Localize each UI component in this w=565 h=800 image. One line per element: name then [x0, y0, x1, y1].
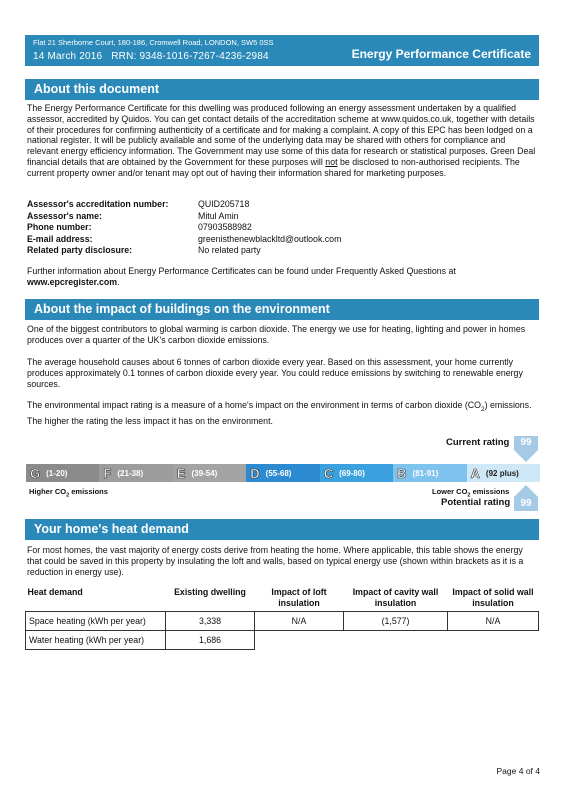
heat-demand-paragraph: For most homes, the vast majority of energy costs derive from heating the home. Where applicable, this table shows the energy that could be saved in this property by insulating the loft and walls, based on typical energy use (shown within brackets as it is a reduction in energy use).	[27, 545, 524, 577]
band-range: (55-68)	[265, 468, 292, 478]
column-header: Impact of loft insulation	[255, 584, 344, 612]
band-range: (81-91)	[412, 468, 439, 478]
row-label: Space heating (kWh per year)	[26, 612, 166, 631]
band-range: (1-20)	[46, 468, 68, 478]
heat-demand-table	[25, 584, 539, 650]
row-label: Water heating (kWh per year)	[26, 631, 166, 650]
detail-row: Related party disclosure: No related party	[27, 245, 261, 255]
potential-rating-pointer	[514, 485, 538, 497]
table-row	[26, 631, 539, 650]
certificate-header	[25, 35, 539, 66]
impact-paragraph-3: The environmental impact rating is a measure of a home's impact on the environment in terms of carbon dioxide $(CO_2)$ emissions. The higher the rating the less impact it has on the environment.	[27, 400, 532, 426]
band-letter: A	[470, 465, 480, 481]
existing-value: 3,338	[166, 612, 255, 631]
detail-row: Phone number: 07903588982	[27, 222, 252, 232]
rating-band-e	[173, 464, 246, 482]
cavity-value: (1,577)	[344, 612, 448, 631]
section-heading-impact: About the impact of buildings on the environment	[25, 299, 539, 320]
lower-emissions-label: Lower $CO_2$ emissions	[432, 487, 510, 499]
not-emphasis: not	[325, 156, 338, 167]
table-header-row	[26, 584, 539, 612]
assessor-email-link[interactable]: greenisthenewblackltd@outlook.com	[198, 233, 342, 244]
band-range: (69-80)	[339, 468, 365, 478]
detail-row: Assessor's name: Mitul Amin	[27, 210, 239, 221]
assessor-details	[27, 199, 341, 257]
loft-value: N/A	[255, 612, 344, 631]
band-letter: D	[250, 465, 260, 481]
impact-paragraph-2: The average household causes about 6 tonnes of carbon dioxide every year. Based on this assessment, your home currently produces approximately 0.1 tonnes of carbon dioxide every year. You could reduce emissions by switching to renewable energy sources.	[27, 357, 523, 389]
band-letter: C	[323, 465, 334, 481]
rrn-number: RRN: 9348-1016-7267-4236-2984	[111, 51, 269, 62]
section-heading-heat-demand: Your home's heat demand	[25, 519, 539, 540]
current-rating-label: Current rating	[446, 437, 510, 448]
current-rating-pointer	[514, 450, 538, 462]
higher-emissions-label: Higher $CO_2$ emissions	[29, 487, 108, 499]
certificate-date: 14 March 2016	[33, 51, 103, 62]
rating-band-a	[467, 464, 540, 482]
about-paragraph: The Energy Performance Certificate for this dwelling was produced following an energy assessment undertaken by a qualified assessor, accredited by Quidos. You can get contact details of the accreditation scheme at www.quidos.co.uk, together with details of their procedures for confirming authenticity of a certificate and for making a complaint. A copy of this EPC has been lodged on a national register. It will be publicly available and some of the underlying data may be shared with others for compliance and relevant energy efficiency information. The Government may use some of this data for research or statistical purposes. Green Deal financial details that are obtained by the Government for these purposes will not be disclosed to non-authorised recipients. The current property owner and/or tenant may opt out of having their information shared for marketing purposes.	[27, 103, 536, 178]
rating-band-f	[99, 464, 172, 482]
detail-row: E-mail address: greenisthenewblackltd@outlook.com	[27, 233, 342, 244]
solid-value: N/A	[448, 612, 539, 631]
impact-paragraph-1: One of the biggest contributors to global warming is carbon dioxide. The energy we use for heating, lighting and power in homes produces over a quarter of the UK's carbon dioxide emissions.	[27, 324, 526, 345]
column-header: Heat demand	[26, 584, 166, 612]
band-letter: F	[103, 465, 112, 481]
property-address: Flat 21 Sherborne Court, 180-186, Cromwell Road, LONDON, SW5 0SS	[33, 38, 274, 47]
section-heading-about: About this document	[25, 79, 539, 100]
existing-value: 1,686	[166, 631, 255, 650]
band-range: (92 plus)	[485, 468, 519, 478]
epc-register-link[interactable]: www.epcregister.com	[27, 276, 118, 287]
certificate-title: Energy Performance Certificate	[351, 47, 531, 61]
column-header: Existing dwelling	[166, 584, 255, 612]
band-letter: G	[30, 465, 41, 481]
rating-band-b	[393, 464, 466, 482]
further-info: Further information about Energy Performance Certificates can be found under Frequently Asked Questions at www.epcregister.com.	[27, 266, 456, 287]
band-range: (39-54)	[191, 468, 218, 478]
date-rrn	[33, 51, 269, 62]
rating-band-c	[320, 464, 393, 482]
detail-row: Assessor's accreditation number: QUID205718	[27, 199, 250, 209]
rating-band-d	[246, 464, 319, 482]
band-letter: E	[176, 465, 186, 481]
potential-rating-label: Potential rating	[441, 497, 511, 508]
column-header: Impact of cavity wall insulation	[344, 584, 448, 612]
environmental-impact-scale	[26, 464, 540, 482]
column-header: Impact of solid wall insulation	[448, 584, 539, 612]
table-row	[26, 612, 539, 631]
band-letter: B	[397, 465, 407, 481]
potential-rating-badge: 99	[514, 497, 538, 511]
rating-band-g	[26, 464, 99, 482]
current-rating-badge: 99	[514, 436, 538, 450]
page-number: Page 4 of 4	[496, 766, 540, 776]
band-range: (21-38)	[117, 468, 144, 478]
